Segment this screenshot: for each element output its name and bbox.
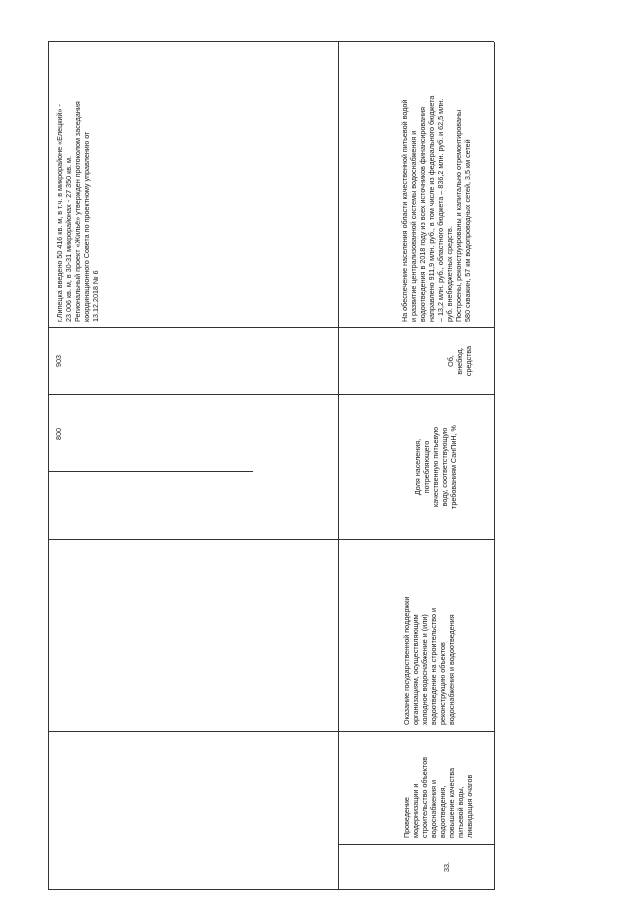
table-border-left (48, 889, 494, 890)
result-line: и развитие централизованной системы водоснабжения и (409, 130, 418, 322)
description-line: Региональный проект «Жильё» утвержден протоколом заседания (73, 101, 82, 322)
result-line: направлено 911,9 млн. руб., в том числе из федерального бюджета (427, 95, 436, 322)
measure-line: организациям, осуществляющим (411, 614, 420, 725)
measure-line: реконструкцию объектов (438, 642, 447, 725)
measure-line: Оказание государственной поддержки (402, 596, 411, 725)
source-line: Об, (446, 355, 455, 367)
result-line: руб. внебюджетных средств. (445, 226, 454, 322)
measure-line: водоснабжения и водоотведения (447, 614, 456, 725)
measure-cell (402, 543, 456, 725)
row-number-cell (442, 852, 451, 882)
value-a-cell (54, 404, 63, 464)
table-border-bottom (494, 42, 495, 890)
result-line: 580 скважин, 57 км водопроводных сетей, 3,5 км сетей (463, 139, 472, 322)
row-number: 33. (442, 862, 451, 872)
measure-line: водоотведение на строительство и (429, 607, 438, 725)
activity-line: ликвидация очагов (465, 774, 474, 838)
value-b: 903 (54, 355, 63, 367)
value-a: 800 (54, 428, 63, 440)
indicator-line: качественную питьевую (431, 427, 440, 508)
description-line: 13.12.2018 № 6 (91, 270, 100, 322)
description-line: г.Липецка введено 50 416 кв. м, в т.ч. в микрорайоне «Елецкий» - (55, 104, 64, 322)
report-table (48, 42, 494, 890)
row-divider (338, 42, 339, 890)
col-divider-number (338, 844, 494, 845)
col-divider-indicator (48, 394, 494, 395)
indicator-line: Доля населения, (413, 438, 422, 496)
activity-line: водоснабжения и (429, 779, 438, 838)
activity-cell (402, 734, 474, 838)
result-line: водоотведения в 2018 году из всех источников финансирования (418, 106, 427, 322)
table-border-top (48, 42, 49, 890)
result-line: – 13,2 млн. руб., областного бюджета – 836,2 млн. руб. и 62,5 млн. (436, 98, 445, 322)
description-cell (55, 46, 100, 322)
activity-line: водоотведения, (438, 785, 447, 838)
col-divider-activity (48, 731, 494, 732)
col-divider-measure (48, 539, 494, 540)
indicator-line: требованиям СанПиН, % (449, 425, 458, 509)
description-line: 23 006 кв. м, в 30-31 микрорайонах - 27 350 кв. м. (64, 156, 73, 322)
result-cell (400, 46, 472, 322)
activity-line: питьевой воды, (456, 786, 465, 838)
indicator-cell (413, 399, 458, 535)
indicator-line: потребляющего (422, 440, 431, 494)
activity-line: модернизации и (411, 783, 420, 838)
rotated-page (48, 42, 494, 890)
col-divider-values (48, 471, 253, 472)
source-cell (446, 332, 473, 390)
activity-line: Проведение (402, 797, 411, 838)
indicator-line: воду, соответствующую (440, 427, 449, 507)
measure-line: холодное водоснабжение и (или) (420, 614, 429, 725)
table-border-right (48, 41, 494, 42)
result-line: Построены, реконструированы и капитально отремонтированы (454, 109, 463, 322)
source-line: внебюд. (455, 347, 464, 375)
source-line: средства (464, 345, 473, 377)
description-line: координационного Совета по проектному управлению от (82, 131, 91, 322)
col-divider-source (48, 327, 494, 328)
result-line: На обеспечение населения области качественной питьевой водой (400, 99, 409, 322)
activity-line: повышение качества (447, 767, 456, 838)
activity-line: строительство объектов (420, 756, 429, 838)
value-b-cell (54, 335, 63, 387)
